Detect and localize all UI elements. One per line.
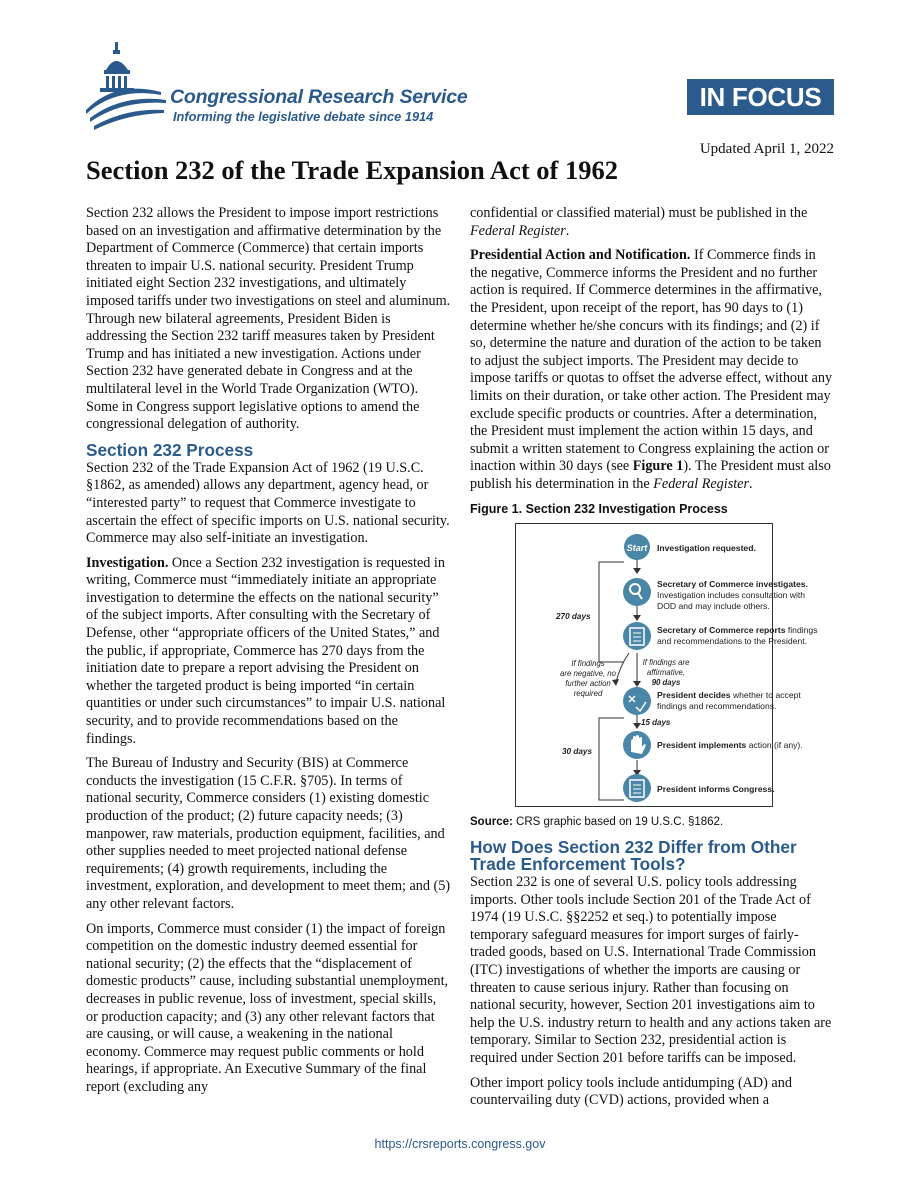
affirmative-line3: 90 days [651,677,681,687]
section-201-paragraph: Section 232 is one of several U.S. policy tools addressing imports. Other tools include Section 201 of the Trade Act of 1974 (19 U.S.C. §§2252 et seq.) to potentially impose temporary safeguard measures for import surges of fairly-traded goods, based on U.S. International Trade Commission (ITC) investigations of whether the imports are causing or threaten to cause serious injury. Rather than focusing on national security, however, Section 201 investigations aim to help the U.S. industry return to health and any actions taken are temporary. Similar to Section 232, presidential action is required under Section 201 before tariffs can be imposed. [470,874,832,1067]
source-lead: Source: [470,815,513,828]
intro-paragraph: Section 232 allows the President to impose import restrictions based on an investigation and affirmative determination by the Department of Commerce (Commerce) that certain imports threaten to impair U.S. national security. President Trump initiated eight Section 232 investigations, and ultimately imposed tariffs under two investigations on steel and aluminum. Through new bilateral agreements, President Biden is addressing the Section 232 tariff measures taken by President Trump and has initiated a new investigation. Actions under Section 232 have generated debate in Congress and at the multilateral level in the World Trade Organization (WTO). Some in Congress support legislative options to amend the congressional delegation of authority. [86,205,451,433]
text-run: ). The President must also publish his determination in the [470,458,831,492]
step5-label [657,740,803,750]
org-name: Congressional Research Service [170,86,468,108]
presidential-action-lead: Presidential Action and Notification. [470,247,691,264]
step4-line2: findings and recommendations. [657,700,777,711]
page-title: Section 232 of the Trade Expansion Act of 1962 [86,155,618,185]
updated-date: Updated April 1, 2022 [699,141,834,157]
days-30-label: 30 days [562,746,593,756]
start-label: Start [626,542,648,553]
step1-label: Investigation requested. [657,542,756,553]
text-run: confidential or classified material) must be published in the [470,205,808,221]
text-run: If Commerce finds in the negative, Commerce informs the President and no further action is required. If Commerce determines in the affirmative, the President, upon receipt of the report, has 90 days to (1) determine whether he/she concurs with its findings; and (2) if so, determine the nature and duration of the action to be taken to adjust the subject imports. The President may decide to impose tariffs or quotas to offset the adverse effect, without any limits on their duration, or take other action. The President may exclude specific products or countries. After a determination, the President must implement the action within 15 days, and submit a written statement to Congress explaining the action or inaction within 30 days (see [470,247,833,475]
ad-cvd-paragraph: Other import policy tools include antidumping (AD) and countervailing duty (CVD) actions, provided when a [470,1074,792,1109]
step4-rest: whether to accept [730,689,801,700]
step2-line2: Investigation includes consultation with [657,589,806,600]
bracket-270-days [599,562,624,662]
step2-label: Secretary of Commerce investigates. [657,578,808,589]
text-run-italic: Federal Register [653,475,749,492]
source-text: CRS graphic based on 19 U.S.C. §1862. [512,815,724,828]
flowchart-graphic [516,524,818,806]
step2-line3: DOD and may include others. [657,600,770,611]
text-run: . [565,222,570,239]
bis-paragraph: The Bureau of Industry and Security (BIS) at Commerce conducts the investigation (15 C.F.R. §705). In terms of national security, Commerce considers (1) existing domestic production of the product; (2) future capacity needs; (3) manpower, raw materials, production equipment, facilities, and other supplies needed to meet projected national defense requirements; (4) growth requirements, including the investment, exploration, and development to meet them; and (5) any other relevant factors. [86,755,451,912]
affirmative-line1: If findings are [642,657,690,667]
inform-step-circle [623,774,651,802]
step3-rest: findings [785,624,818,635]
org-tagline: Informing the legislative debate since 1914 [173,109,434,124]
step4-bold: President decides [657,689,731,700]
negative-line2: are negative, no [560,668,616,678]
in-focus-badge: IN FOCUS [687,79,834,115]
step3-bold: Secretary of Commerce reports [657,624,786,635]
negative-line3: further action [565,678,611,688]
investigation-text: Once a Section 232 investigation is requested in writing, Commerce must “immediately initiate an appropriate investigation to determine the effects on the national security” of the subject imports. After consulting with the Secretary of Defense, other “appropriate officers of the United States,” and the public, if appropriate, Commerce has 270 days from the initiation date to prepare a report advising the President on whether the targeted product is being imported “in certain quantities or under such circumstances” to impair U.S. national security, and to provide recommendations based on the findings. [86,554,446,747]
step5-bold: President implements [657,739,747,750]
report-step-circle [623,622,651,650]
process-flowchart [515,523,818,807]
footer-url-link[interactable]: https://crsreports.congress.gov [374,1137,546,1151]
negative-line4: required [573,688,603,698]
presidential-action-paragraph [470,247,834,493]
days-270-label: 270 days [556,611,591,621]
figure-reference-link[interactable]: Figure 1 [632,458,684,475]
column-left [86,205,451,1104]
decision-step-circle [623,687,651,715]
figure-caption: Figure 1. Section 232 Investigation Process [470,501,728,516]
investigation-lead: Investigation. [86,554,169,571]
days-15-label: 15 days [641,717,671,727]
process-paragraph: Section 232 of the Trade Expansion Act of 1962 (19 U.S.C. §1862, as amended) allows any department, agency head, or “interested party” to request that Commerce investigate to ascertain the effect of specific imports on U.S. national security. Commerce may also self-initiate an investigation. [86,459,450,547]
step3-label [657,625,818,635]
text-run: . [748,475,753,492]
section-heading-differ: How Does Section 232 Differ from Other Trade Enforcement Tools? [470,837,797,875]
negative-line1: If findings [571,658,605,668]
magnifier-step-circle [623,578,651,606]
step4-label [657,690,801,700]
federal-register-paragraph [470,205,834,240]
bracket-30-days [599,718,624,800]
imports-paragraph: On imports, Commerce must consider (1) the impact of foreign competition on the domestic industry deemed essential for national security; (2) the effects that the “displacement of domestic products” cause, including substantial unemployment, decreases in public revenue, loss of investment, special skills, or production capacity; and (3) any other relevant factors that are causing, or will cause, a weakening in the national economy. Commerce may request public comments or hold hearings, if appropriate. An Executive Summary of the final report (excluding any [86,920,449,1095]
figure-source [470,814,834,832]
text-run-italic: Federal Register [470,222,566,239]
step3-line2: and recommendations to the President. [657,635,808,646]
negative-branch-arrow [616,653,629,682]
step6-label: President informs Congress. [657,783,775,794]
investigation-paragraph [86,555,451,749]
capitol-dome-icon [86,40,176,132]
affirmative-line2: affirmative, [646,667,686,677]
column-right [470,205,834,1117]
step5-rest: action (if any). [746,739,803,750]
section-heading-process: Section 232 Process [86,439,254,460]
